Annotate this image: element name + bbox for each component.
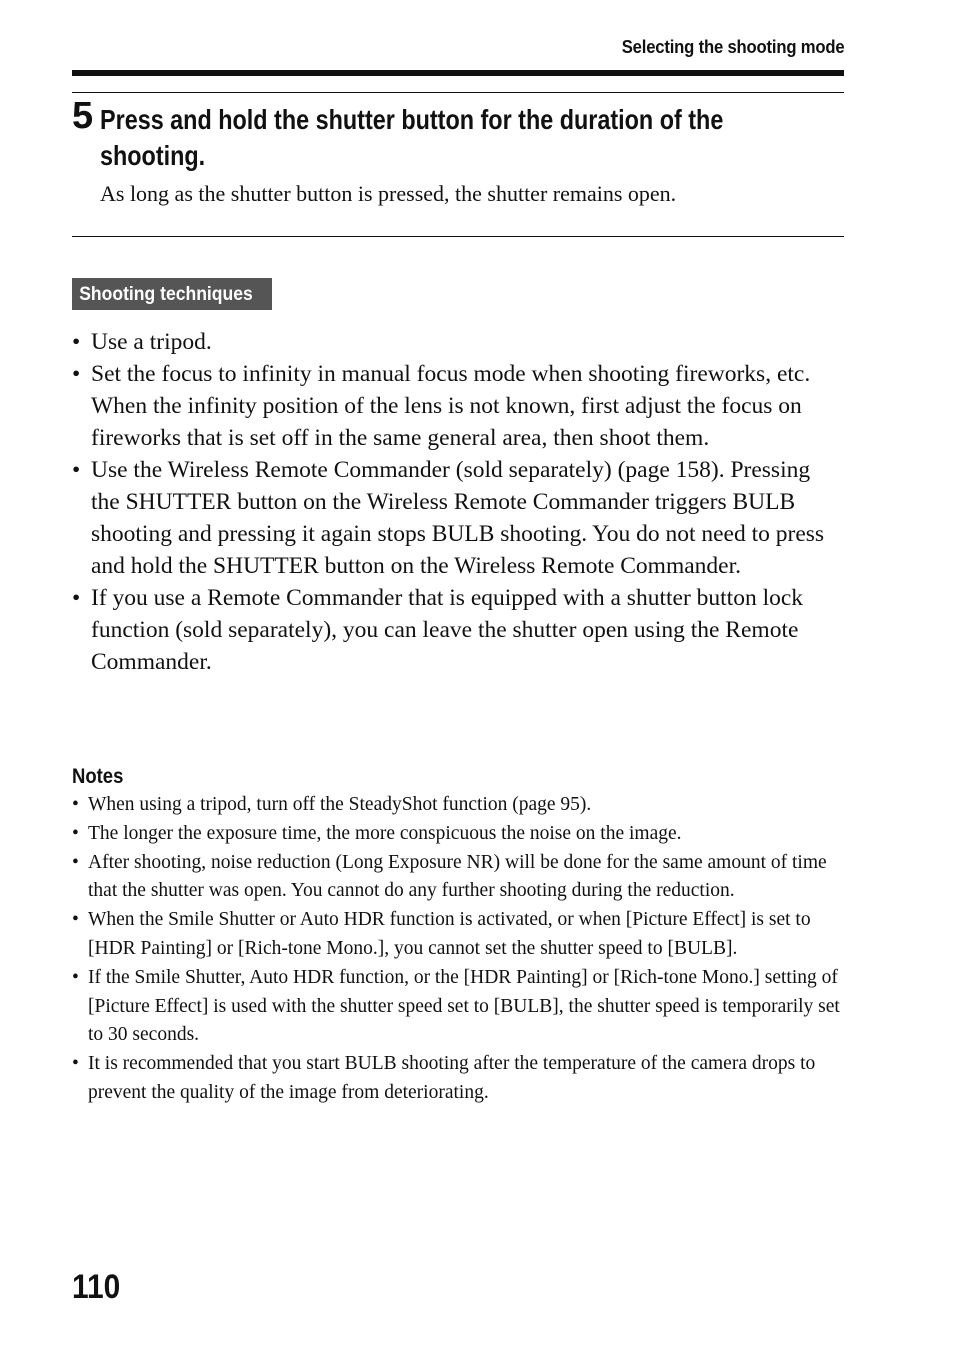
note-text: When using a tripod, turn off the SteadyShot function (page 95).	[88, 794, 592, 815]
bullet: •	[72, 585, 81, 611]
running-header: Selecting the shooting mode	[621, 36, 844, 57]
note-item	[72, 791, 844, 820]
bullet: •	[72, 966, 79, 988]
step-title: Press and hold the shutter button for the duration of the shooting.	[100, 104, 724, 171]
note-text: The longer the exposure time, the more conspicuous the noise on the image.	[88, 822, 682, 844]
list-item	[72, 454, 844, 582]
step-body: As long as the shutter button is pressed, the shutter remains open.	[100, 181, 677, 206]
note-text: It is recommended that you start BULB shooting after the temperature of the camera drops to prevent the quality of the image from deteriorating.	[88, 1053, 816, 1103]
bullet: •	[72, 361, 81, 387]
techniques-list	[72, 326, 844, 678]
list-item-text: Use the Wireless Remote Commander (sold separately) (page 158). Pressing the SHUTTER button on the Wireless Remote Commander triggers BULB shooting and pressing it again stops BULB shooting. You do not need to press and hold the SHUTTER button on the Wireless Remote Commander.	[91, 457, 825, 579]
page-number: 110	[72, 1268, 121, 1306]
list-item-text: Use a tripod.	[91, 329, 212, 355]
note-item	[72, 964, 844, 1050]
note-item	[72, 820, 844, 849]
bullet: •	[72, 1053, 79, 1075]
bullet: •	[72, 851, 79, 873]
note-item	[72, 1050, 844, 1108]
list-item-text: Set the focus to infinity in manual focus mode when shooting fireworks, etc. When the infinity position of the lens is not known, first adjust the focus on fireworks that is set off in the same general area, then shoot them.	[91, 361, 811, 451]
note-text: When the Smile Shutter or Auto HDR function is activated, or when [Picture Effect] is set to [HDR Painting] or [Rich-tone Mono.], you cannot set the shutter speed to [BULB].	[88, 909, 811, 959]
section-divider	[72, 236, 844, 237]
header-rule	[72, 70, 844, 76]
header-thin-rule	[72, 92, 844, 93]
bullet: •	[72, 822, 79, 844]
step-number: 5	[72, 95, 94, 137]
section-label-shooting-techniques	[72, 278, 272, 310]
bullet: •	[72, 909, 79, 931]
notes-heading: Notes	[72, 765, 124, 788]
list-item	[72, 358, 844, 454]
note-item	[72, 906, 844, 964]
list-item	[72, 326, 844, 358]
list-item	[72, 582, 844, 678]
notes-list	[72, 791, 844, 1108]
bullet: •	[72, 457, 81, 483]
bullet: •	[72, 794, 79, 815]
note-item	[72, 849, 844, 907]
note-text: If the Smile Shutter, Auto HDR function, or the [HDR Painting] or [Rich-tone Mono.] setting of [Picture Effect] is used with the shutter speed set to [BULB], the shutter speed is temporarily set to 30 seconds.	[88, 966, 840, 1046]
section-label-text: Shooting techniques	[79, 283, 253, 305]
note-text: After shooting, noise reduction (Long Exposure NR) will be done for the same amount of time that the shutter was open. You cannot do any further shooting during the reduction.	[88, 851, 827, 902]
bullet: •	[72, 329, 81, 355]
list-item-text: If you use a Remote Commander that is equipped with a shutter button lock function (sold separately), you can leave the shutter open using the Remote Commander.	[91, 585, 804, 675]
